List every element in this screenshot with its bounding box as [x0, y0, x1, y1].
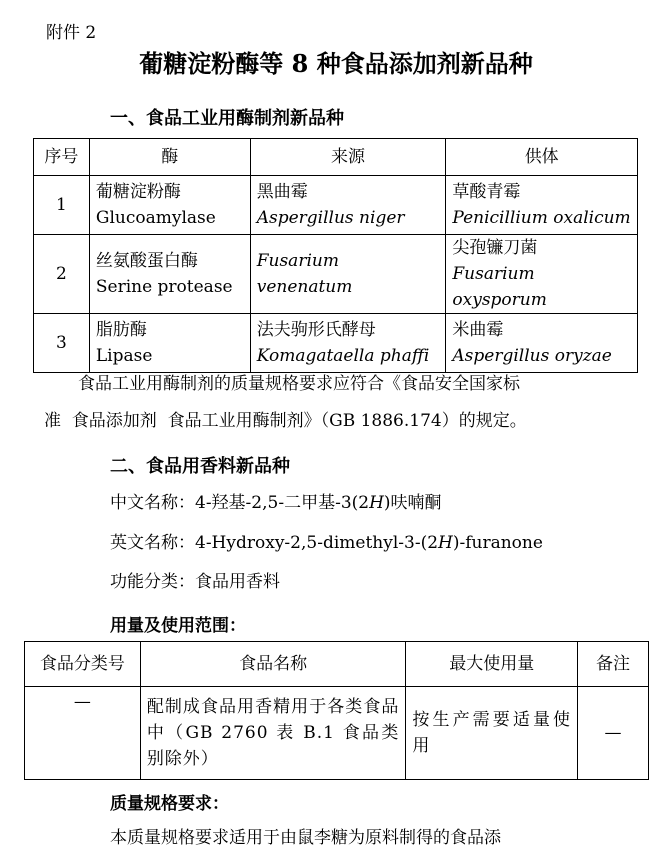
- max-usage-cell: 按生产需要适量使用: [406, 687, 578, 780]
- category-code-cell: —: [25, 687, 141, 780]
- chinese-name-part1: 4-羟基-2,5-二甲基-3(2: [195, 493, 370, 513]
- row-no: 3: [34, 314, 90, 373]
- enzyme-en: Serine protease: [95, 277, 233, 297]
- source-cn: 法夫驹形氏酵母: [256, 320, 376, 340]
- enzyme-standard-note-line2: 准 食品添加剂 食品工业用酶制剂》（GB 1886.174）的规定。: [44, 411, 527, 431]
- source-en: Komagataella phaffi: [256, 346, 430, 366]
- row-no: 1: [34, 176, 90, 235]
- document-title: 葡糖淀粉酶等 8 种食品添加剂新品种: [139, 49, 533, 78]
- header-donor: 供体: [446, 139, 638, 176]
- header-no: 序号: [34, 139, 90, 176]
- food-name-cell: 配制成食品用香精用于各类食品中（GB 2760 表 B.1 食品类别除外）: [140, 687, 406, 780]
- english-name-part2: )-furanone: [452, 533, 543, 553]
- enzyme-cell: [89, 235, 250, 314]
- enzyme-cell: [89, 314, 250, 373]
- enzyme-en: Glucoamylase: [95, 208, 216, 228]
- row-no: 2: [34, 235, 90, 314]
- source-cn: 黑曲霉: [256, 182, 308, 202]
- english-name-label: 英文名称：: [110, 533, 195, 553]
- source-cell: [250, 235, 446, 314]
- enzyme-en: Lipase: [95, 346, 153, 366]
- english-name-part1: 4-Hydroxy-2,5-dimethyl-3-(2: [195, 533, 439, 553]
- function-category-line: [110, 570, 280, 594]
- header-food-name: 食品名称: [140, 642, 406, 687]
- source-cell: [250, 176, 446, 235]
- english-name-line: [110, 531, 543, 555]
- enzyme-table: [33, 138, 638, 373]
- donor-cell: [446, 314, 638, 373]
- enzyme-table-header: [34, 139, 638, 176]
- quality-heading: 质量规格要求：: [110, 794, 229, 814]
- source-en: Fusarium venenatum: [256, 251, 353, 297]
- function-category-value: 食品用香料: [195, 572, 280, 592]
- donor-cn: 米曲霉: [452, 320, 504, 340]
- table-row: [34, 176, 638, 235]
- remark-cell: —: [578, 687, 649, 780]
- usage-table: [24, 641, 649, 780]
- donor-en: Aspergillus oryzae: [452, 346, 612, 366]
- chinese-name-line: [110, 491, 442, 515]
- usage-table-header: [25, 642, 649, 687]
- donor-en: Penicillium oxalicum: [452, 208, 631, 228]
- header-max-usage: 最大使用量: [406, 642, 578, 687]
- enzyme-standard-note-line1: 食品工业用酶制剂的质量规格要求应符合《食品安全国家标: [78, 374, 520, 394]
- header-category-code: 食品分类号: [25, 642, 141, 687]
- enzyme-cell: [89, 176, 250, 235]
- chinese-name-part2: )呋喃酮: [383, 493, 442, 513]
- header-remark: 备注: [578, 642, 649, 687]
- table-row: [34, 235, 638, 314]
- header-enzyme: 酶: [89, 139, 250, 176]
- english-name-h: H: [438, 533, 453, 553]
- source-cell: [250, 314, 446, 373]
- section2-heading: 二、食品用香料新品种: [110, 456, 290, 477]
- enzyme-cn: 脂肪酶: [95, 320, 147, 340]
- header-source: 来源: [250, 139, 446, 176]
- attachment-label: 附件 2: [46, 23, 97, 43]
- donor-cn: 尖孢镰刀菌: [452, 238, 538, 258]
- usage-heading: 用量及使用范围：: [110, 616, 246, 636]
- function-category-label: 功能分类：: [110, 572, 195, 592]
- chinese-name-label: 中文名称：: [110, 493, 195, 513]
- enzyme-cn: 丝氨酸蛋白酶: [95, 251, 198, 271]
- table-row: [25, 687, 649, 780]
- enzyme-cn: 葡糖淀粉酶: [95, 182, 181, 202]
- quality-text: 本质量规格要求适用于由鼠李糖为原料制得的食品添: [110, 828, 501, 848]
- section1-heading: 一、食品工业用酶制剂新品种: [110, 108, 344, 129]
- chinese-name-h: H: [369, 493, 384, 513]
- donor-cn: 草酸青霉: [452, 182, 521, 202]
- donor-en: Fusarium oxysporum: [452, 264, 547, 310]
- source-en: Aspergillus niger: [256, 208, 405, 228]
- table-row: [34, 314, 638, 373]
- donor-cell: [446, 176, 638, 235]
- donor-cell: [446, 235, 638, 314]
